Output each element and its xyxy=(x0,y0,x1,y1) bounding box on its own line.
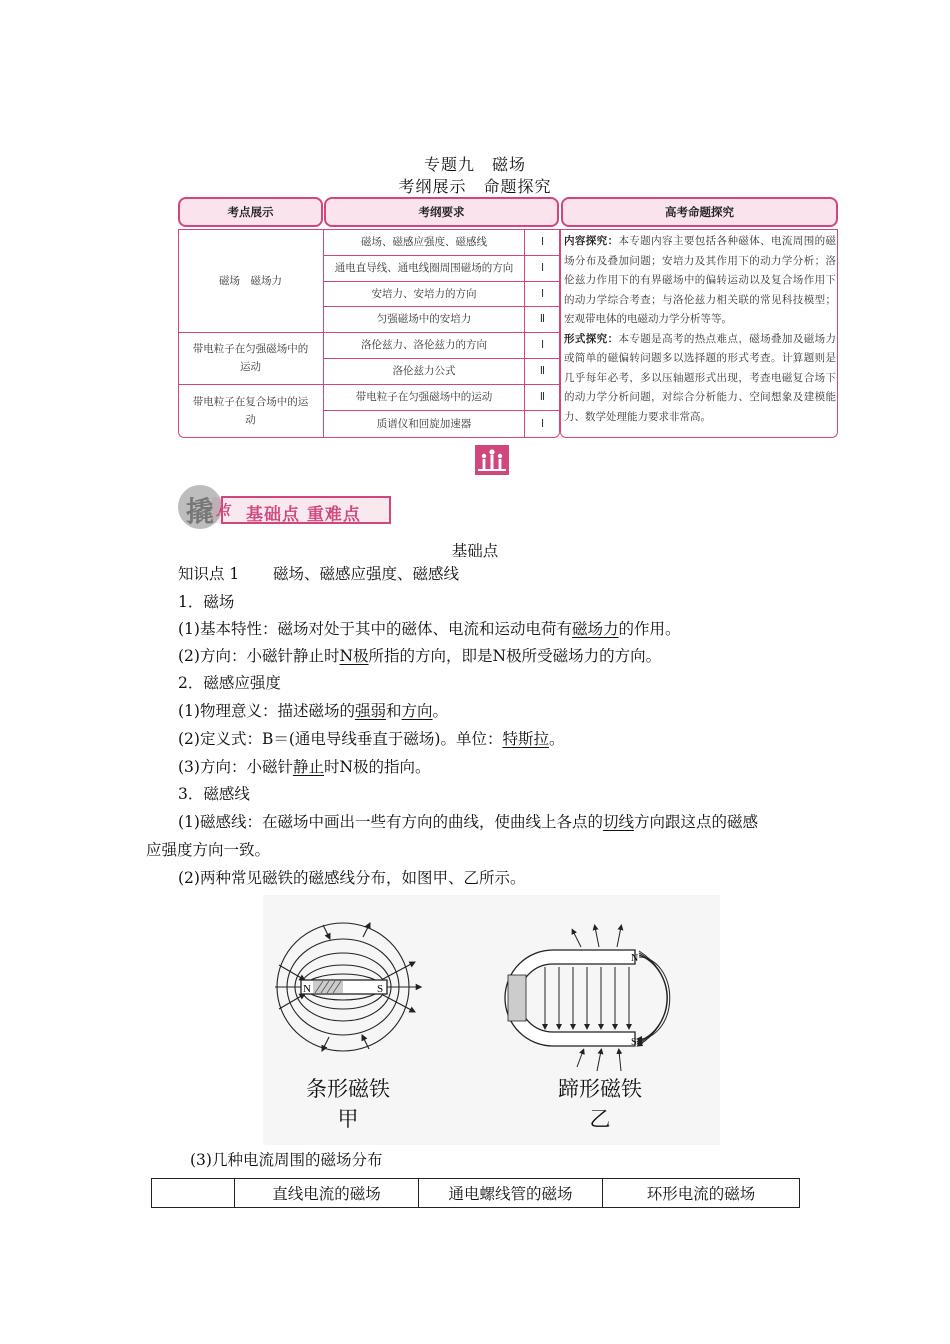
header-topic: 考点展示 xyxy=(178,197,323,227)
document-title: 专题九 磁场 xyxy=(423,155,526,174)
level-cell: Ⅰ xyxy=(540,418,545,430)
banner-badge-char: 撬 xyxy=(185,495,214,528)
topic-cell: 磁场 磁场力 xyxy=(219,274,282,287)
content-text: 本专题内容主要包括各种磁体、电流周围的磁场分布及叠加问题；安培力及其作用下的动力学分析；洛伦兹力作用下的有界磁场中的偏转运动以及复合场作用下的动力学综合考查；与洛伦兹力相关联的常见科技模型；宏观带电体的电磁动力学分析等等。 xyxy=(564,235,837,325)
level-cell: Ⅱ xyxy=(539,391,546,403)
table-header-cell: 环形电流的磁场 xyxy=(646,1185,756,1203)
right-caption: 蹄形磁铁 xyxy=(558,1077,642,1101)
current-field-table xyxy=(151,1178,800,1208)
requirement-cell: 洛伦兹力、洛伦兹力的方向 xyxy=(361,339,487,351)
right-subcaption: 乙 xyxy=(589,1107,611,1131)
knowledge-point-label: 知识点 1 xyxy=(178,565,240,583)
level-cell: Ⅰ xyxy=(540,339,545,351)
header-requirement: 考纲要求 xyxy=(324,197,559,227)
heading-magnetic-field: 1．磁场 xyxy=(178,593,235,611)
level-cell: Ⅱ xyxy=(539,365,546,377)
paragraph-continued: 应强度方向一致。 xyxy=(146,841,271,859)
level-cell: Ⅰ xyxy=(540,287,545,300)
section-banner xyxy=(176,483,396,531)
paragraph: (1)基本特性：磁场对处于其中的磁体、电流和运动电荷有磁场力的作用。 xyxy=(178,620,681,638)
left-caption: 条形磁铁 xyxy=(306,1077,390,1101)
requirement-cell: 磁场、磁感应强度、磁感线 xyxy=(361,236,487,248)
exploration-text xyxy=(564,232,836,427)
requirement-cell: 带电粒子在匀强磁场中的运动 xyxy=(355,391,493,403)
banner-badge-small: 点 xyxy=(216,503,230,519)
paragraph: (2)定义式：B＝(通电导线垂直于磁场)。单位：特斯拉。 xyxy=(178,730,565,748)
knowledge-point-title: 磁场、磁感应强度、磁感线 xyxy=(273,565,460,583)
section-title: 基础点 xyxy=(451,542,499,560)
level-cell: Ⅱ xyxy=(539,313,546,325)
table-header-cell: 直线电流的磁场 xyxy=(235,1179,419,1207)
paragraph: (1)物理意义：描述磁场的强弱和方向。 xyxy=(178,702,449,720)
header-exploration: 高考命题探究 xyxy=(561,197,838,227)
topic-cell: 带电粒子在匀强磁场中的运动 xyxy=(192,343,309,373)
paragraph: (2)方向：小磁针静止时N极所指的方向，即是N极所受磁场力的方向。 xyxy=(178,647,662,665)
heading-induction: 2．磁感应强度 xyxy=(178,674,281,692)
document-subtitle: 考纲展示 命题探究 xyxy=(398,177,552,196)
bar-n-label: N xyxy=(303,983,311,995)
banner-label: 基础点 重难点 xyxy=(246,505,361,525)
level-cell: Ⅰ xyxy=(540,262,545,274)
requirement-cell: 匀强磁场中的安培力 xyxy=(376,313,472,325)
horseshoe-s-label: S xyxy=(631,1037,637,1048)
requirement-cell: 质谱仪和回旋加速器 xyxy=(376,418,472,430)
left-subcaption: 甲 xyxy=(337,1107,359,1131)
bar-s-label: S xyxy=(377,983,384,995)
table-header-cell: 通电螺线管的磁场 xyxy=(419,1179,603,1207)
paragraph: (3)几种电流周围的磁场分布 xyxy=(190,1151,383,1169)
paragraph: (1)磁感线：在磁场中画出一些有方向的曲线，使曲线上各点的切线方向跟这点的磁感 xyxy=(178,813,758,831)
table-header-cell xyxy=(152,1179,235,1207)
requirement-cell: 通电直导线、通电线圈周围磁场的方向 xyxy=(334,262,514,274)
content-label: 内容探究： xyxy=(564,235,619,247)
magnet-figure xyxy=(263,895,720,1145)
topic-cell: 带电粒子在复合场中的运动 xyxy=(192,396,309,426)
level-cell: Ⅰ xyxy=(540,236,545,248)
requirement-cell: 洛伦兹力公式 xyxy=(392,365,456,377)
form-label: 形式探究： xyxy=(564,332,619,345)
paragraph: (2)两种常见磁铁的磁感线分布，如图甲、乙所示。 xyxy=(178,869,526,887)
heading-field-lines: 3．磁感线 xyxy=(178,785,250,803)
requirement-cell: 安培力、安培力的方向 xyxy=(371,287,477,300)
form-text: 本专题是高考的热点难点，磁场叠加及磁场力或简单的磁偏转问题多以选择题的形式考查。计算题则是几乎每年必考，多以压轴题形式出现，考查电磁复合场下的动力学分析问题，对综合分析能力、空间想象及建模能力、数学处理能力要求非常高。 xyxy=(564,332,837,423)
decorative-logo-icon xyxy=(475,445,509,475)
horseshoe-n-label: N xyxy=(631,953,639,964)
paragraph: (3)方向：小磁针静止时N极的指向。 xyxy=(178,758,431,776)
